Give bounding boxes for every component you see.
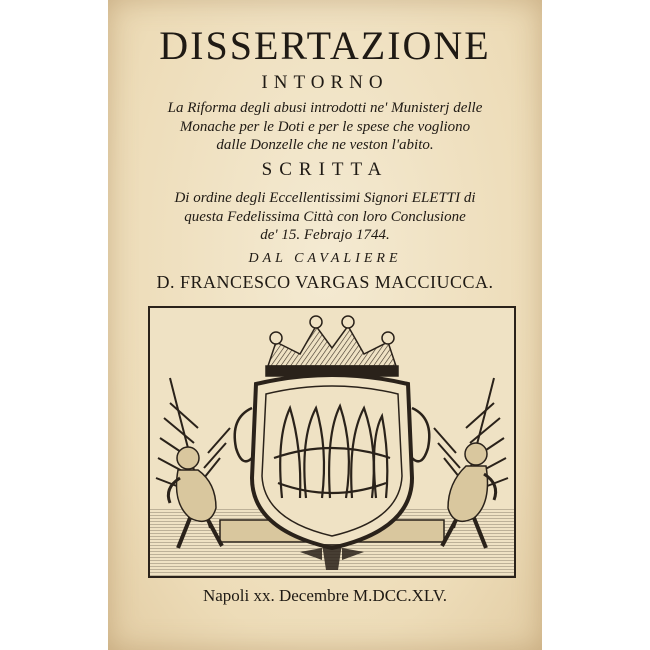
- commission-line-1: Di ordine degli Eccellentissimi Signori ELETTI di: [174, 190, 476, 206]
- subject-line-2: Monache per le Doti e per le spese che vogliono: [179, 118, 471, 135]
- subject-line-3: dalle Donzelle che ne veston l'abito.: [216, 137, 434, 153]
- commission-paragraph: [108, 189, 542, 245]
- scritta-heading: SCRITTA: [261, 159, 389, 180]
- commission-line-3: de' 15. Febrajo 1744.: [260, 227, 390, 243]
- author-name: D. FRANCESCO VARGAS MACCIUCCA.: [156, 272, 494, 292]
- book-title: DISSERTAZIONE: [159, 23, 491, 68]
- subject-paragraph: [108, 99, 542, 155]
- imprint: Napoli xx. Decembre M.DCC.XLV.: [202, 586, 448, 605]
- author-prefix: DAL CAVALIERE: [248, 251, 402, 266]
- subject-line-1: La Riforma degli abusi introdotti ne' Munisterj delle: [167, 100, 483, 116]
- crowned-monogram-coat-of-arms-with-putti-icon: [150, 308, 514, 576]
- commission-line-2: questa Fedelissima Città con loro Conclusione: [184, 208, 466, 225]
- title-page: [108, 0, 542, 650]
- subtitle: INTORNO: [261, 72, 389, 93]
- engraving: [148, 306, 516, 578]
